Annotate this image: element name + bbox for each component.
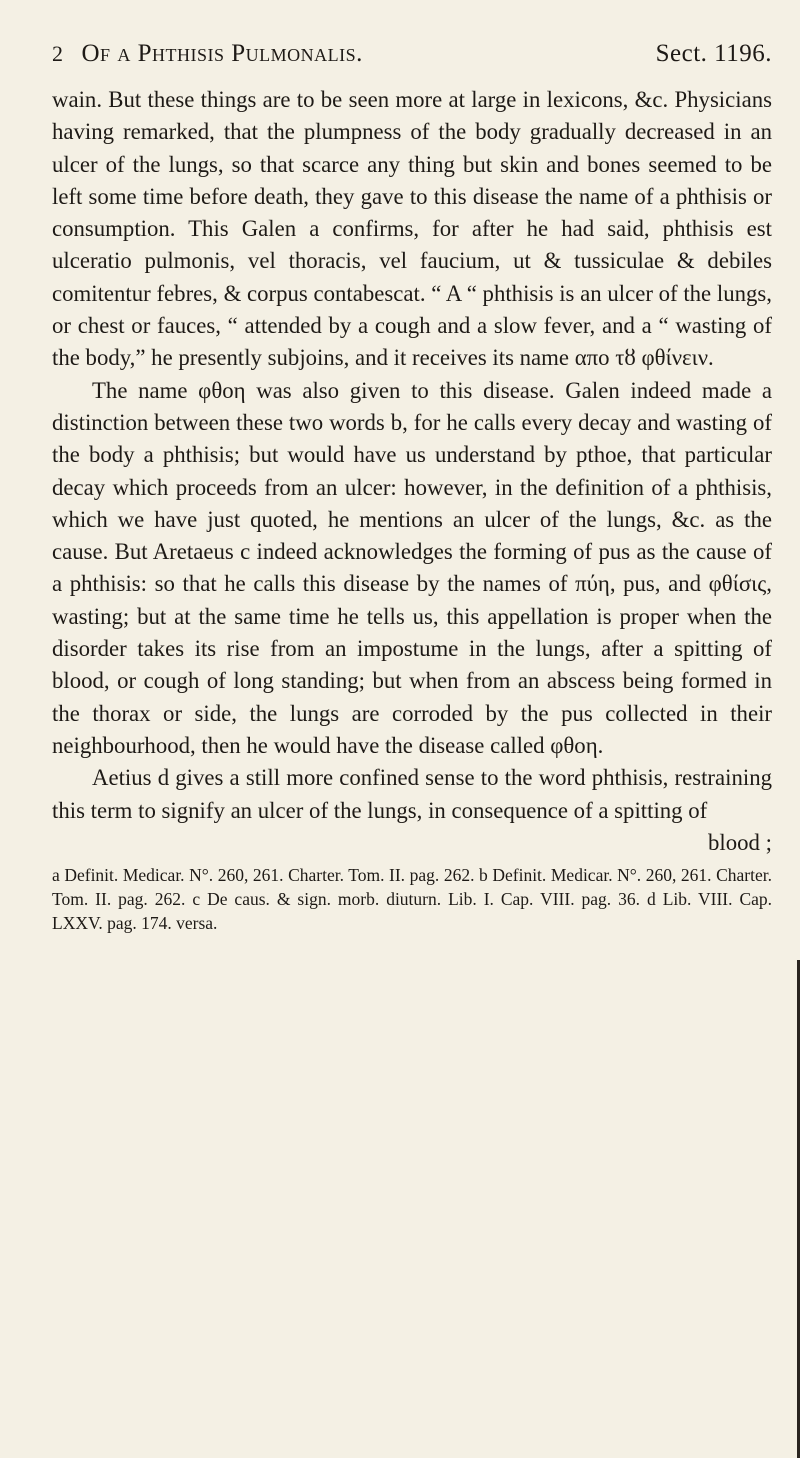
paragraph-1: wain. But these things are to be seen more at large in lexicons, &c. Physicians having remarked, that the plumpness of the body gradually decreased in an ulcer of the lungs, so that scarce any thing but skin and bones seemed to be left some time before death, they gave to this disease the name of a phthisis or consumption. This Galen a confirms, for after he had said, phthisis est ulceratio pulmonis, vel thoracis, vel faucium, ut & tussiculae & debiles comitentur febres, & corpus contabescat. “ A “ phthisis is an ulcer of the lungs, or chest or fauces, “ attended by a cough and a slow fever, and a “ wasting of the body,” he presently subjoins, and it receives its name απο τȣ φθίνειν.	[52, 87, 772, 371]
running-header	[52, 40, 772, 84]
body-text	[52, 84, 772, 859]
page-number: 2	[52, 41, 64, 66]
footnote-d: d Lib. VIII. Cap. LXXV. pag. 174. versa.	[52, 888, 773, 933]
paragraph-3: Aetius d gives a still more confined sense to the word phthisis, restraining this term to signify an ulcer of the lungs, in consequence of a spitting of	[52, 765, 772, 823]
section-number: Sect. 1196.	[655, 40, 772, 67]
footnote-c: c De caus. & sign. morb. diuturn. Lib. I. Cap. VIII. pag. 36.	[192, 888, 641, 909]
running-title: Of a Phthisis Pulmonalis.	[81, 40, 363, 67]
page	[52, 40, 772, 935]
paragraph-2: The name φθοη was also given to this disease. Galen indeed made a distinction between these two words b, for he calls every decay and wasting of the body a phthisis; but would have us understand by pthoe, that particular decay which proceeds from an ulcer: however, in the definition of a phthisis, which we have just quoted, he mentions an ulcer of the lungs, &c. as the cause. But Aretaeus c indeed acknowledges the forming of pus as the cause of a phthisis: so that he calls this disease by the names of πύη, pus, and φθίσις, wasting; but at the same time he tells us, this appellation is proper when the disorder takes its rise from an impostume in the lungs, after a spitting of blood, or cough of long standing; but when from an abscess being formed in the thorax or side, the lungs are corroded by the pus collected in their neighbourhood, then he would have the disease called φθοη.	[52, 377, 772, 758]
catchword: blood ;	[708, 829, 772, 855]
footnote-a: a Definit. Medicar. N°. 260, 261. Charter. Tom. II. pag. 262.	[52, 864, 475, 885]
footnote-b: b Definit. Medicar. N°. 260, 261. Charter. Tom. II. pag. 262.	[52, 864, 772, 909]
footnotes	[52, 863, 772, 935]
